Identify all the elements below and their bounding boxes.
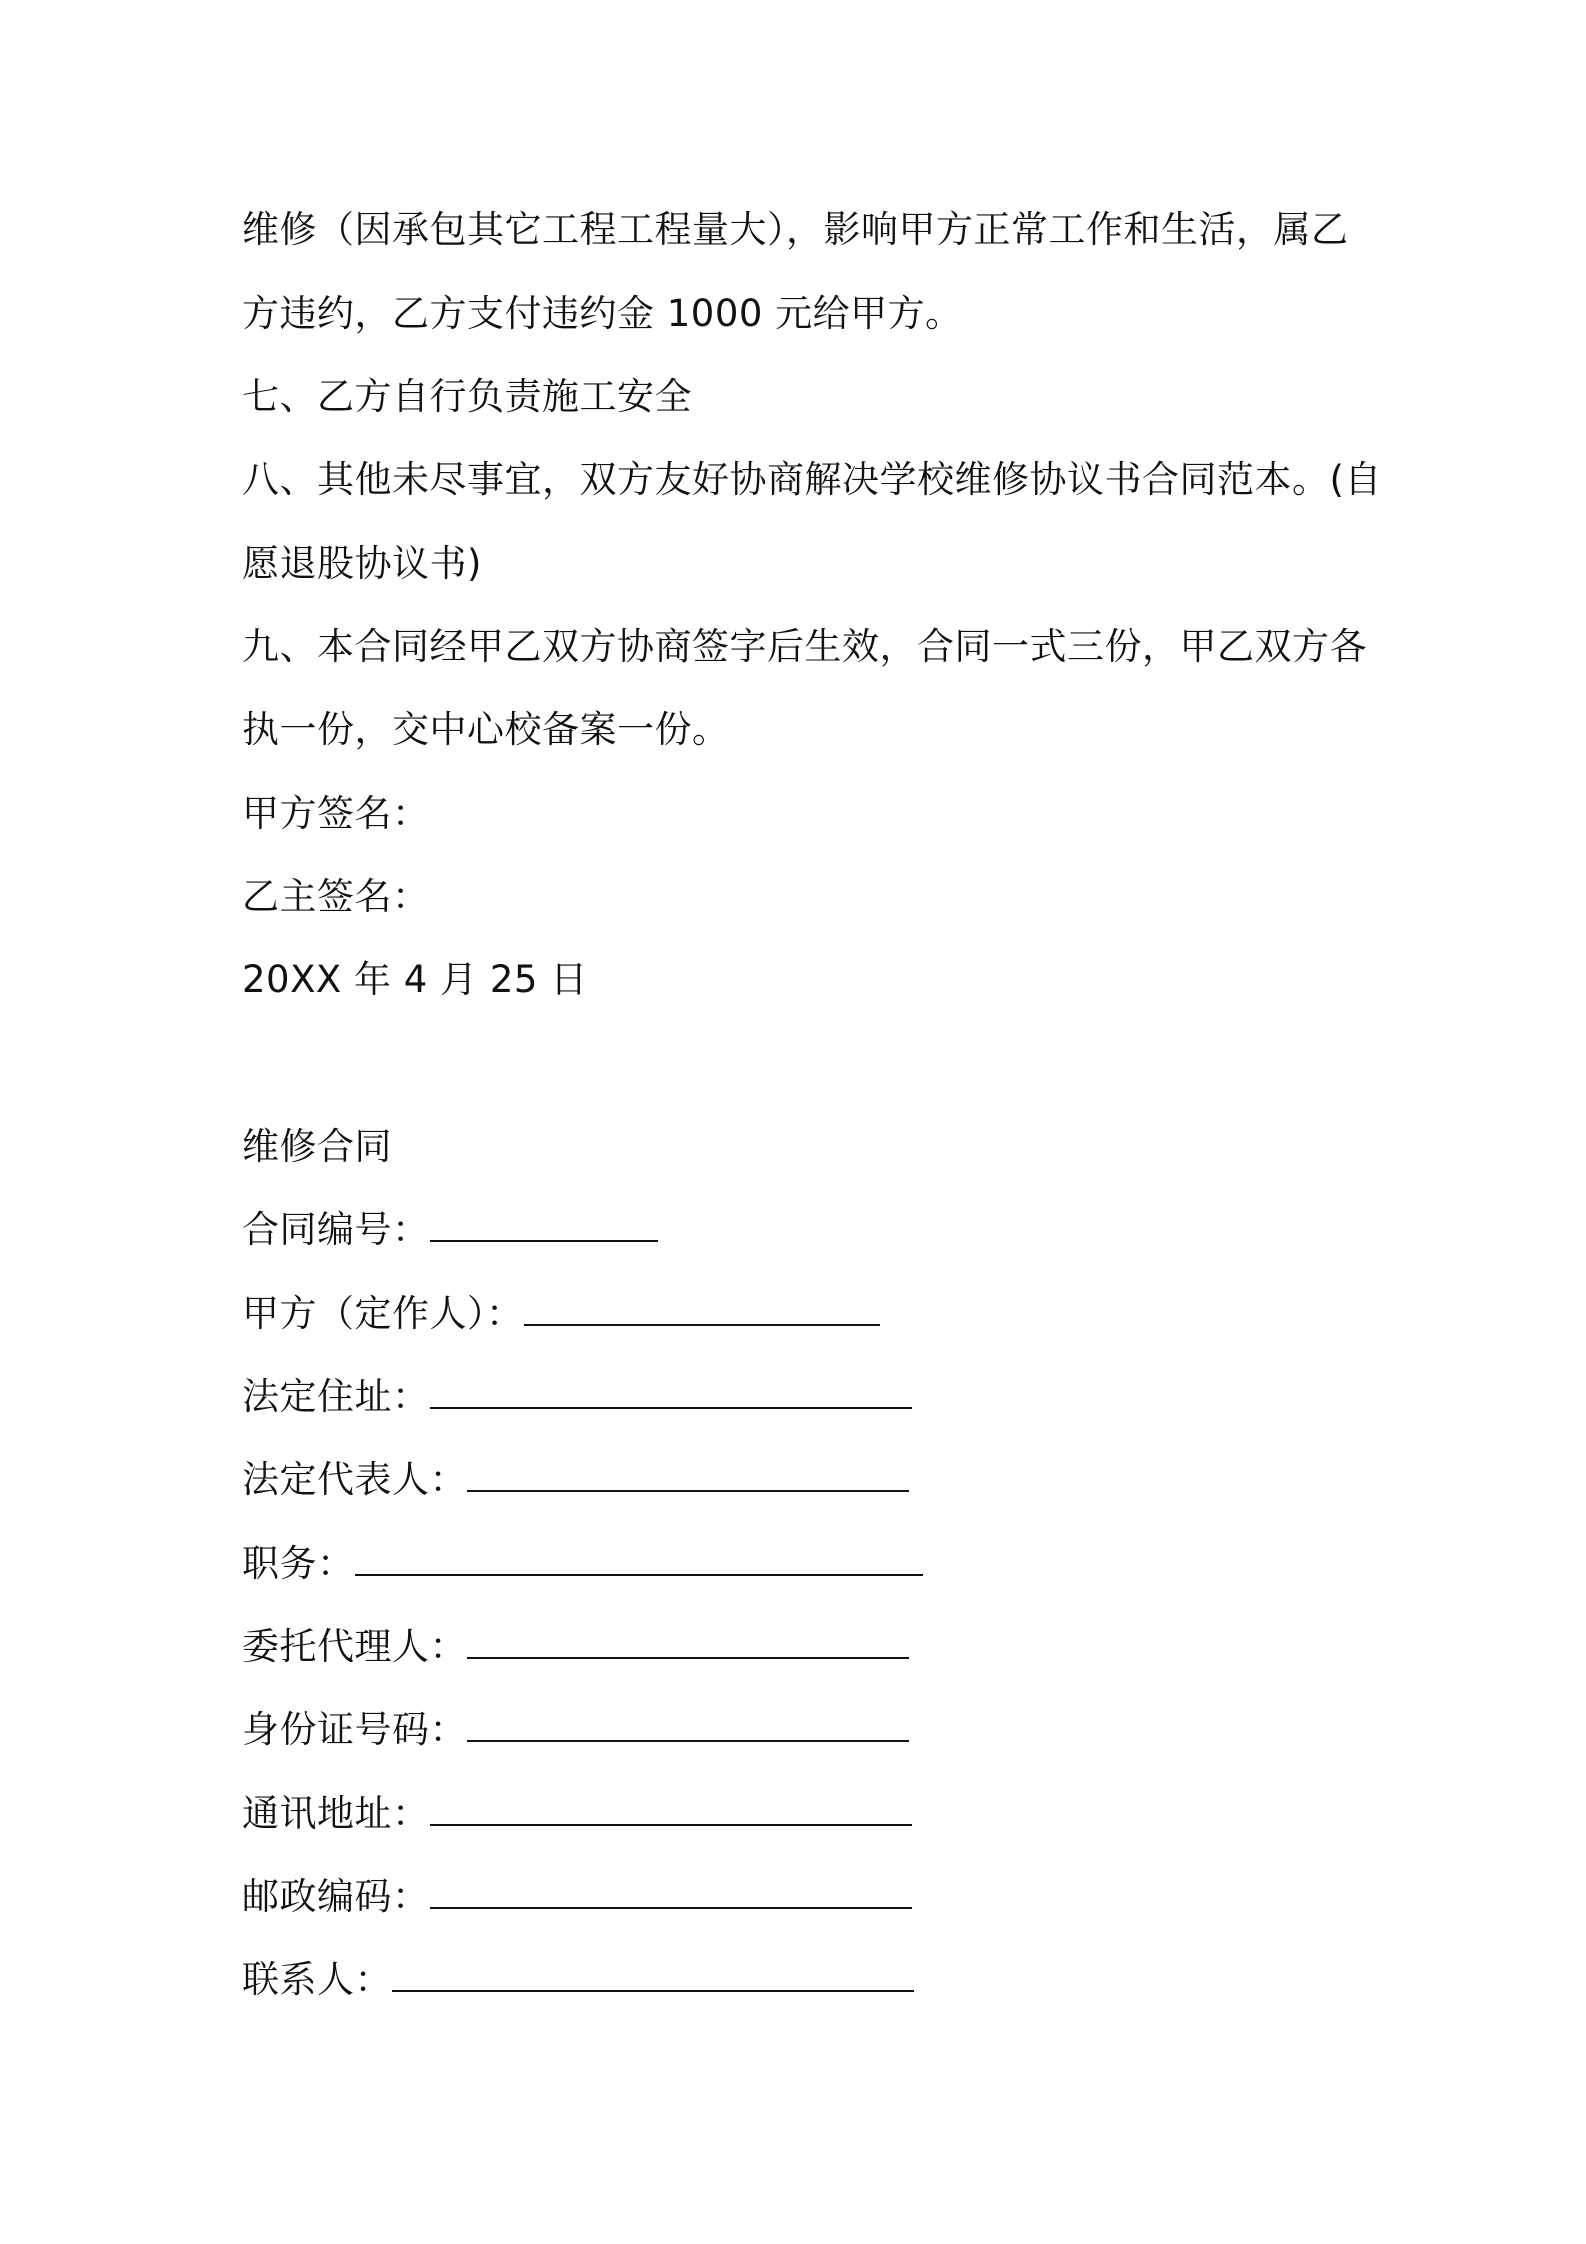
contract-field [242,1292,880,1336]
contract-field [242,1458,909,1502]
contract-field [242,1792,912,1836]
paragraph-line: 愿退股协议书) [242,542,482,585]
paragraph-line: 维修（因承包其它工程工程量大），影响甲方正常工作和生活，属乙 [242,208,1349,251]
contract-field [242,1208,658,1252]
field-blank [467,1710,909,1742]
signature-line-party-a: 甲方签名： [242,792,430,835]
contract-field [242,1542,923,1586]
paragraph-line: 八、其他未尽事宜，双方友好协商解决学校维修协议书合同范本。(自 [242,458,1382,501]
field-blank [524,1294,880,1326]
field-blank [430,1794,912,1826]
field-label: 法定住址： [242,1375,430,1418]
contract-title: 维修合同 [242,1125,392,1168]
date-line: 20XX 年 4 月 25 日 [242,958,588,1001]
contract-field [242,1375,912,1419]
signature-line-party-b: 乙主签名： [242,875,430,918]
contract-field [242,1708,909,1752]
field-label: 委托代理人： [242,1625,467,1668]
paragraph-line: 七、乙方自行负责施工安全 [242,375,692,418]
field-blank [392,1960,914,1992]
field-blank [467,1627,909,1659]
contract-field [242,1625,909,1669]
paragraph-line: 执一份，交中心校备案一份。 [242,708,730,751]
contract-field [242,1875,912,1919]
paragraph-line: 九、本合同经甲乙双方协商签字后生效，合同一式三份，甲乙双方各 [242,625,1367,668]
contract-field [242,1958,914,2002]
field-blank [467,1460,909,1492]
field-label: 职务： [242,1542,355,1585]
field-label: 邮政编码： [242,1875,430,1918]
paragraph-line: 方违约，乙方支付违约金 1000 元给甲方。 [242,292,963,335]
field-label: 身份证号码： [242,1708,467,1751]
field-label: 联系人： [242,1958,392,2001]
field-blank [430,1377,912,1409]
field-blank [355,1544,923,1576]
field-blank [430,1210,658,1242]
field-label: 甲方（定作人）： [242,1292,524,1335]
field-label: 合同编号： [242,1208,430,1251]
field-blank [430,1877,912,1909]
field-label: 法定代表人： [242,1458,467,1501]
field-label: 通讯地址： [242,1792,430,1835]
